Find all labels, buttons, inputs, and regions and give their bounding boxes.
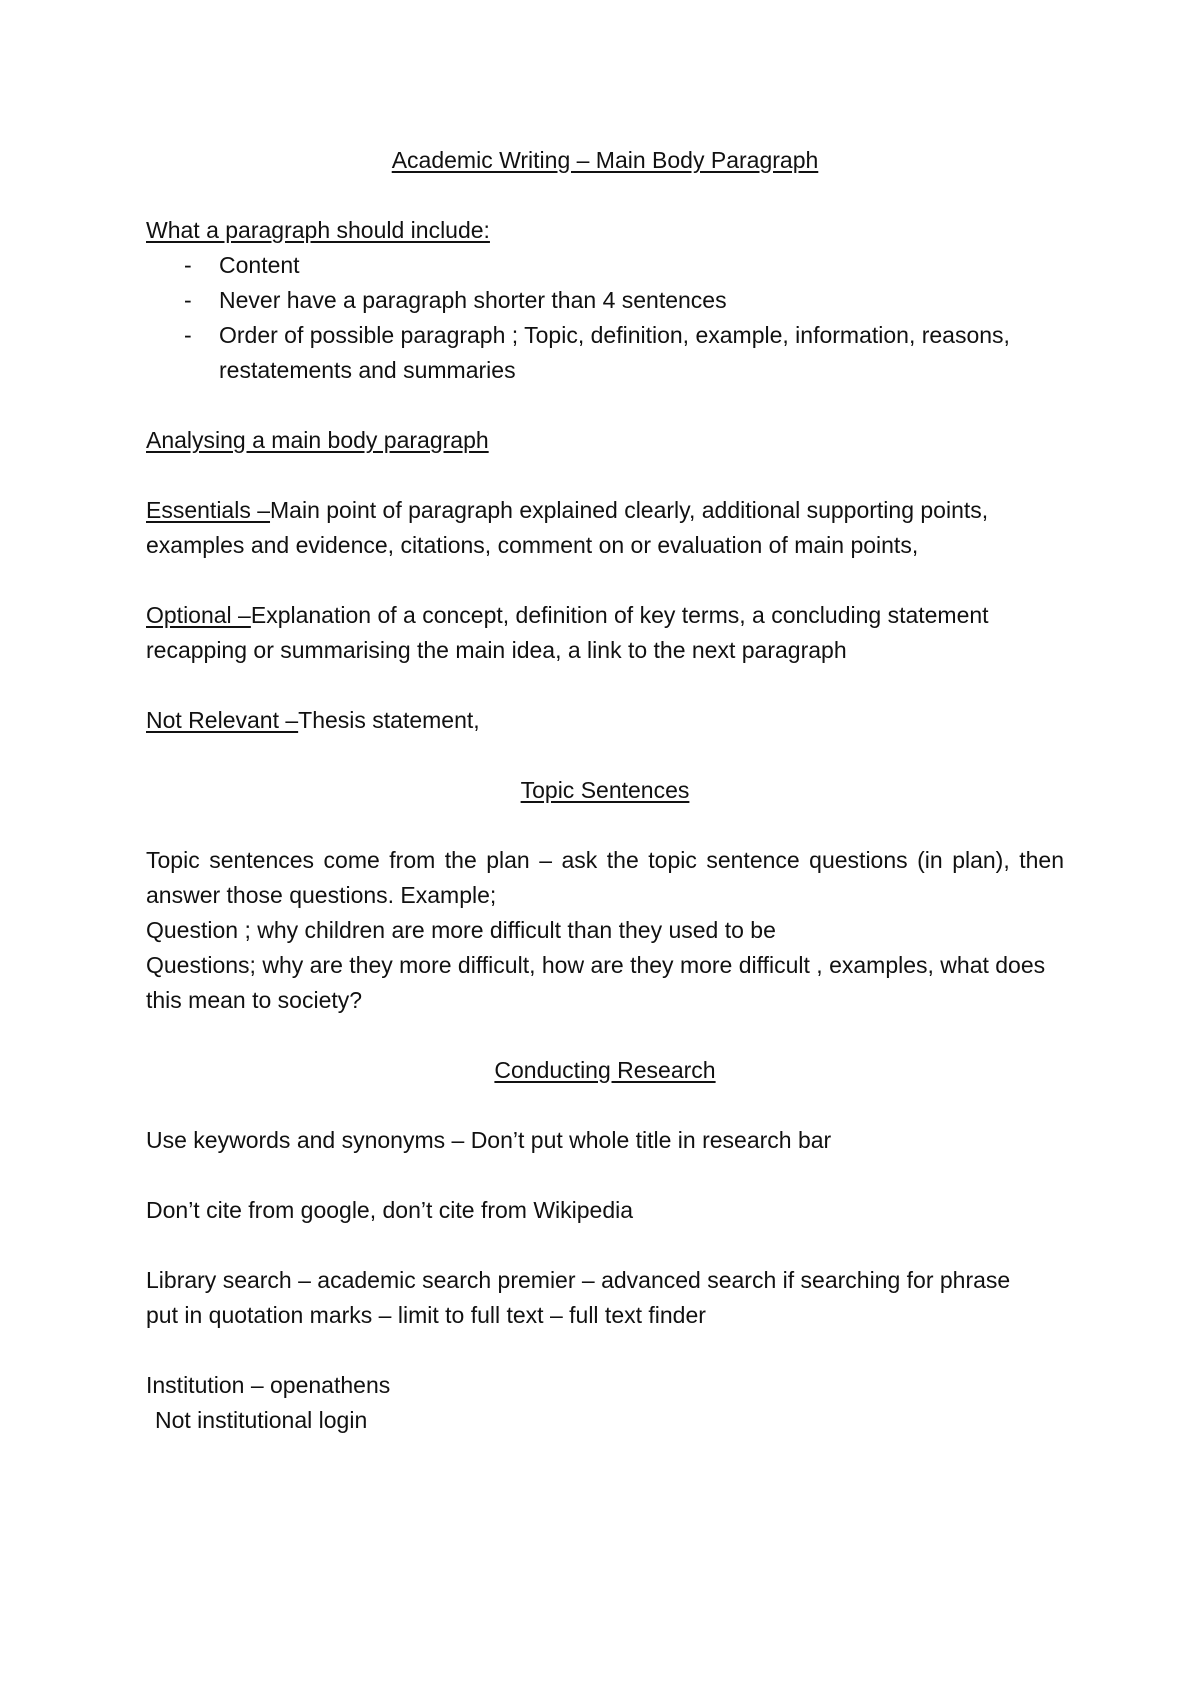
- dash-bullet: -: [184, 287, 192, 313]
- spacer: [146, 458, 1064, 493]
- not-relevant-text: Thesis statement,: [298, 707, 480, 733]
- not-relevant-label: Not Relevant –: [146, 707, 299, 733]
- dash-bullet: -: [184, 322, 192, 348]
- topic-sentences-questions: Questions; why are they more difficult, how are they more difficult , examples, what does this mean to society?: [146, 952, 1046, 1013]
- research-library-search: Library search – academic search premier – advanced search if searching for phrase put in quotation marks – limit to full text – full text finder: [146, 1267, 1011, 1328]
- spacer: [146, 1333, 1064, 1368]
- spacer: [146, 178, 1064, 213]
- essentials-label: Essentials –: [146, 497, 271, 523]
- spacer: [146, 808, 1064, 843]
- list-item: [146, 318, 1064, 388]
- list-item: [146, 283, 1064, 318]
- spacer: [146, 388, 1064, 423]
- topic-sentences-intro: Topic sentences come from the plan – ask the topic sentence questions (in plan), then answer those questions. Example;: [146, 847, 1064, 908]
- optional-paragraph: [146, 598, 1064, 668]
- optional-label: Optional –: [146, 602, 251, 628]
- dash-bullet: -: [184, 252, 192, 278]
- topic-sentences-heading-text: Topic Sentences: [520, 777, 690, 803]
- spacer: [146, 1228, 1064, 1263]
- list-item-text: Content: [219, 252, 300, 278]
- document-title: [146, 143, 1064, 178]
- essentials-text: Main point of paragraph explained clearly, additional supporting points, examples and evidence, citations, comment on or evaluation of main points,: [146, 497, 989, 558]
- not-relevant-paragraph: [146, 703, 1064, 738]
- spacer: [146, 1158, 1064, 1193]
- research-keywords: Use keywords and synonyms – Don’t put whole title in research bar: [146, 1127, 832, 1153]
- spacer: [146, 1088, 1064, 1123]
- research-heading-text: Conducting Research: [494, 1057, 716, 1083]
- essentials-paragraph: [146, 493, 1064, 563]
- spacer: [146, 738, 1064, 773]
- research-institution: Institution – openathens: [146, 1372, 391, 1398]
- research-citations: Don’t cite from google, don’t cite from Wikipedia: [146, 1197, 634, 1223]
- topic-sentences-question: Question ; why children are more difficult than they used to be: [146, 917, 776, 943]
- document-page: [146, 143, 1064, 1438]
- topic-sentences-heading: [146, 773, 1064, 808]
- spacer: [146, 1018, 1064, 1053]
- include-list: [146, 248, 1064, 388]
- analysing-heading: [146, 423, 1064, 458]
- analysing-heading-text: Analysing a main body paragraph: [146, 427, 489, 453]
- include-heading: [146, 213, 1064, 248]
- list-item: [146, 248, 1064, 283]
- list-item-text: Never have a paragraph shorter than 4 sentences: [219, 287, 727, 313]
- document-title-text: Academic Writing – Main Body Paragraph: [391, 147, 819, 173]
- optional-text: Explanation of a concept, definition of key terms, a concluding statement recapping or summarising the main idea, a link to the next paragraph: [146, 602, 989, 663]
- list-item-text: Order of possible paragraph ; Topic, definition, example, information, reasons, restatements and summaries: [219, 322, 1010, 383]
- spacer: [146, 668, 1064, 703]
- research-login: Not institutional login: [155, 1407, 368, 1433]
- spacer: [146, 563, 1064, 598]
- research-heading: [146, 1053, 1064, 1088]
- include-heading-text: What a paragraph should include:: [146, 217, 490, 243]
